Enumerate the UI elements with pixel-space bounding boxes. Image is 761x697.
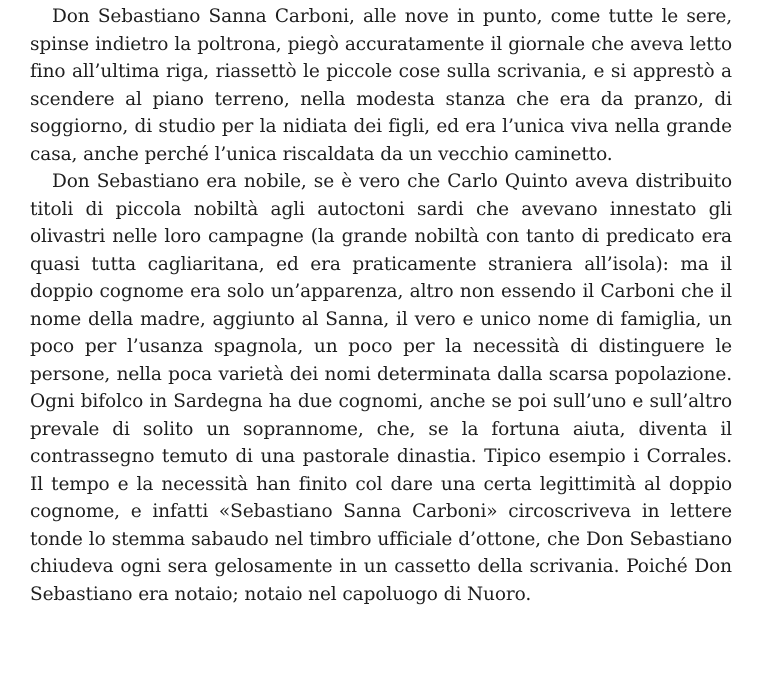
paragraph-1: Don Sebastiano Sanna Carboni, alle nove in punto, come tutte le sere, spinse indietro la poltrona, piegò accuratamente il giornale che aveva letto fino all’ultima riga, riassettò le piccole cose sulla scrivania, e si apprestò a scendere al piano terreno, nella modesta stanza che era da pranzo, di soggiorno, di studio per la nidiata dei figli, ed era l’unica viva nella grande casa, anche perché l’unica riscaldata da un vecchio caminetto. — [30, 6, 732, 165]
paragraph-2: Don Sebastiano era nobile, se è vero che Carlo Quinto aveva distribuito titoli di piccola nobiltà agli autoctoni sardi che avevano innestato gli olivastri nelle loro campagne (la grande nobiltà con tanto di predicato era quasi tutta cagliaritana, ed era praticamente straniera all’isola): ma il doppio cognome era solo un’apparenza, altro non essendo il Carboni che il nome della madre, aggiunto al Sanna, il vero e unico nome di famiglia, un poco per l’usanza spagnola, un poco per la necessità di distinguere le persone, nella poca varietà dei nomi determinata dalla scarsa popolazione. Ogni bifolco in Sardegna ha due cognomi, anche se poi sull’uno e sull’altro prevale di solito un soprannome, che, se la fortuna aiuta, diventa il contrassegno temuto di una pastorale dinastia. Tipico esempio i Corrales. Il tempo e la necessità han finito col dare una certa legittimità al doppio cognome, e infatti «Sebastiano Sanna Carboni» circoscriveva in lettere tonde lo stemma sabaudo nel timbro ufficiale d’ottone, che Don Sebastiano chiudeva ogni sera gelosamente in un cassetto della scrivania. Poiché Don Sebastiano era notaio; notaio nel capoluogo di Nuoro. — [30, 171, 732, 605]
